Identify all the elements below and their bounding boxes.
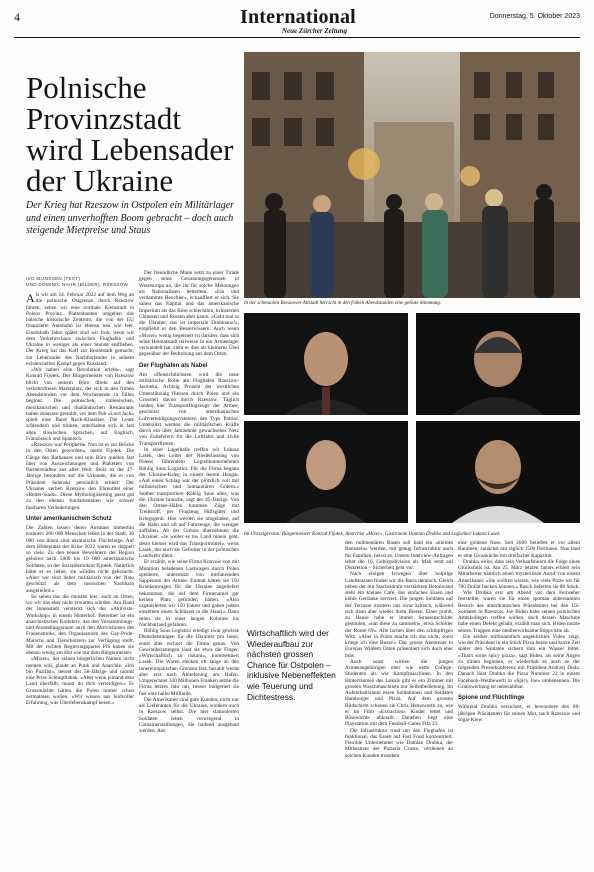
paragraph: «Mixer», der seinen bürgerlichen Namen nicht nennen will, glaubt an Punk und Anarchie. «Ich bin Pazifist», betont der 56-Jährige und nimmt eine Prise Schnupftabak. «Aber wenn jemand dein Land überfällt, musst du dich verteidigen.» Er Grossmächte hätten die Polen immer schon zermalmen wollen. «Wir wissen aus leidvoller Erfahrung, was Überlebenskampf heisst.» [26,656,134,706]
subheading: Unter amerikanischem Schutz [26,515,112,522]
article-column-4 [458,540,580,852]
byline-line: UND DOMINIC NAHR (BILDER), RZESZOW [26,282,129,288]
byline-line: IVO MIJNSSEN (TEXT) [26,276,81,281]
portrait-drubka [416,421,580,523]
portrait-image [244,421,408,523]
paragraph: Röhlig Suus Logistics erledigt zwar gewisse Dienstleistungen für die Ukrainer pro bono, sonst aber rechnet die Firma genau. Von Gewinnberatungen lässt sie etwa die Finger. «Wirtschaftlich zu riskant», kommentiert Lasek. Die Waren stecken oft lange an den innereuropäischen Grenzen fest, bezahlt werde aber erst nach Ablieferung am Hafen. Umgerechnet 330 Millionen Franken setzte die Firma letztes Jahr um, besser budgetiert sie fast eine halbe Milliarde. [139,628,239,697]
paragraph: Die Amerikaner sind gute Kunden, nicht nur als Lieferanten für die Ukraine, sondern auch in Rzeszow selbst. Die hier stationierten Soldaten leben vorwiegend in Containersiedlungen, die laufend ausgebaut werden. Aus [139,696,239,734]
article-column-3 [345,540,453,852]
street-photo-image [244,52,580,298]
paragraph: «Wir haben eine Revolution erlebt», sagt Konrad Fijołek. Der Bürgermeister von Rzeszow blickt von seinem Büro direkt auf den verkehrsfreien Marktplatz, der sich in den frühen Abendstunden vor dem Wochenende zu füllen beginnt. Die polnischen, italienischen, mexikanischen und thailändischen Restaurants haben draussen gestuhlt, vor dem Pub «Lord Jack» spielt eine Band Rock-Klassiker. Die Leute schlendern und trinken, unterhalten sich in fast allen slawischen Sprachen, auf Englisch, Französisch und Spanisch. [26,367,134,442]
issue-date: Donnerstag, 5. Oktober 2023 [489,13,580,20]
paragraph: Ein seither millionenfach angeklicktes Video zeigt, wie der Präsident in ein Stück Pizza beisst und kurze Zeit später den Soldaten sichern ihm ein Wasser bittet. «That's some spicy pizza», sagt Biden, als seine Augen zu tränen beginnen, er wiederholt es auch an der folgenden Pressekonferenz mit Präsident Andrzej Duda. Danach lässt Drubka die Pizza Nummer 22 in einem Facebook-Wettbewerb in «Spicy Joe» umbenennen. Die Gratiswerbung ist unbezahlbar. [458,633,580,690]
paragraph: Wie Drubka erst am Abend vor dem Fernseher feststellte, waren sie für einen spontan anberaumten Besuch des amerikanischen Präsidenten bei den US-Soldaten in Rzeszow. Joe Biden habe seinen polnischen Amtskollegen treffen wollen, doch dessen Maschine habe einen Defekt gehabt, erzählt man sich. Biden nutzte seinen Truppen eine medienwirksame Stippvisite ab. [458,590,580,634]
paragraph: den rudimentären Basen soll bald ein «kleines Ramstein» werden, mit genug Infrastruktur auch für Familien, heisst es. Unsere Interview-Anfragen lehnt die 10. Gebirgsdivision ab. Man setzt auf Diskretion – Sicherheit geht vor. [345,540,453,571]
paragraph: Er erzählt, wie seine Firma Konvois von mit Munition beladenen Lastwagen durch Polen spedierte, unterstützt von mitfahrenden Sappeuren der Armee. Einmal hätten sie 150 Krankenwagen für die Ukraine angeliefert bekommen, die auf dem Firmenareal gar keinen Platz gefunden hätten. «Also organisierten wir 150 Fahrer und gaben jedem einzelnen einen Schlüssel in die Hand.» Dann seien sie in einer langen Kolonne ins Nachbarland gefahren. [139,559,239,628]
paragraph-text: ls wir am 24. Februar 2022 auf dem Weg an die polnische Ostgrenze durch Rzeszow fahren, sehen wir eine normale Kleinstadt in Polens Provinz. Plattenbauten umgeben das hübsche historische Zentrum, die von der EU finanzierte Autobahn ist ebenso neu wie leer. Eineinhalb Jahre später sind wir froh, wenn wir dem Verkehrschaos zwischen Flughafen und Ukraine in weniger als einer Stunde entfliehen. Der Krieg hat das Kaff zur Boomstadt gemacht, zur Lebensader des Nachbarlandes in seinem existenziellen Kampf gegen Russland. [26,292,134,367]
portrait-fijolek [244,313,408,415]
article-column-2 [139,270,239,850]
portrait-image [416,313,580,415]
subheading: Spione und Flüchtlinge [458,695,525,701]
paragraph: Drubka weiss, dass sein Verkaufsboom die Folge eines Glücksfalls ist. Am 25. März letzten Jahres erhielt sein Mitarbeiter nämlich einen mysteriösen Anruf von einem Amerikaner. «Sie wollten wissen, wie viele Pizze wir für 700 Dollar backen können.» Rasch lieferten sie 88 Stück. [458,558,580,590]
paragraph: Die Infrastruktur rund um den Flughafen ist funktional, das Essen auf Fast Food konzentriert. Flexible Unternehmer wie Damian Drubka, der Mitbesitzer der Pizzeria Crusto, verdienen an solchen Kunden trotzdem [345,727,453,759]
article-headline: Polnische Provinzstadt wird Lebensader der Ukraine [26,70,234,198]
article-lead: Der Krieg hat Rzeszow in Ostpolen ein Militärlager und einen unverhofften Boom gebracht – doch auch steigende Mietpreise und Staus [26,200,235,236]
paragraph [26,292,134,367]
paragraph: So sehen das die meisten hier, auch an Orten, wo wir das eher nicht erwarten würden. Am Rand der Innenstadt versteckt sich der «Aktivists-Workshop» in einem Hinterhof. Betreiber ist ein anarchistisches Kollektiv, das den Versammlungs- und Ausstellungsraum auch den Aktivistinnen des Frauenstreiks, den Organisatoren des Gay-Pride-Marschs und Tierschützern zur Verfügung stellt. Mit der rechten Regierungspartei PiS haben sie ebenso wenig am Hut wie mit dem Bürgermeister. [26,593,134,656]
paragraph: «Rzeszow war Peripherie. Nun ist es zur Brücke in den Osten geworden», meint Fijołek. Die Gänge des Rathauses und sein Büro quellen fast über von Auszeichnungen und Plaketten von Partnerstädten aus aller Welt. Stolz ist der 47-Jährige besonders auf die Urkunde, die er von Präsident Selenski persönlich erhielt: Der Ukrainer verlieh Rzeszow den Ehrentitel einer «Retter-Stadt». Diese Mythologisierung passt gut zu den ebenso fundamentalen wie schwer fassbaren Veränderungen. [26,442,134,511]
newspaper-name: Neue Zürcher Zeitung [282,27,347,35]
pull-quote: Wirtschaftlich wird der Wiederaufbau zur nächsten grossen Chance für Ostpolen – inklusive Nebeneffekten wie Teuerung und Dichtestress. [247,628,336,702]
paragraph: In einer Lagerhalle treffen wir Łukasz Lasek, den Leiter der Niederlassung von Polens führendem Logistikunternehmen Röhlig Suus Logistics. Für die Firma begann der Ukraine-Krieg in einem leeren Hangar. «Auf einen Schlag war der plötzlich voll mit militärischen und humanitären Gütern.» Seither transportiere Röhlig Suus alles, was die Ukraine brauche, sagt der 45-Jährige. Von den Ostsee-Häfen kommen Züge mit Treibstoff, per Flugzeug Hilfsgüter und Kriegsgerät. Hier werden sie umgeladen, auf die Bahn und oft auf Fahrzeuge, die weniger auffallen. Ab der Grenze übernehmen die Ukrainer. «Je weiter es ins Land hinein geht, desto kleiner wird das Transportmittel», weiss Lasek, der auch als Gefreiter in der polnischen Landwehr dient. [139,446,239,559]
paragraph: Am offensichtlichsten wird die neue militärische Rolle am Flughafen Rzeszow-Jasionka. Achtzig Prozent der westlichen Unterstützung fliessen durch Polen und ein Grossteil davon durch Rzeszow. Täglich landen hier Transportflugzeuge der Armee, geschützt von amerikanischen Luftverteidigungssystemen des Typs Patriot. Untersützt werden die militärischen Kräfte durch ein über Jahrzehnte gewachsenes Netz von Zulieferern für die Luftfahrt und zivile Transportfirmen. [139,371,239,447]
street-photo [244,52,580,298]
masthead [14,8,580,38]
paragraph: Die Zahlen lassen deren Ausmass immerhin erahnen: 200 000 Menschen leben in der Stadt, 30 000 von ihnen sind ukrainische Flüchtlinge. Auf dem Höhepunkt der Krise 2022 waren es doppelt so viele. Zu den neuen Bewohnern der Region gehören auch 5000 bis 10 000 amerikanische Soldaten, so der Sozialdemokrat Fijołek. Natürlich hätte er es lieber, sie würden nicht gebraucht. «Aber wir sind lieber militärisch von der Nato geschützt als dem russischen Nachbarn ausgeliefert.» [26,525,134,594]
paragraph: Auch sonst wirken die jungen Armeeangehörigen eher wie nette College-Studenten als wie Kampfmaschinen. In den Hinterräumen des Lokals gibt es ein Zimmer mit grossen Waschmaschinen zur Selbstbedienung. Im Aufenthaltsraum essen Soldatinnen und Soldaten Hamburger und Pizza. Auf dem grossen Bildschirm schauen sie Chris Hemsworth zu, wie er im Film «Extraction» Kinder rettet und Bösewichte abknallt. Daneben liegt eine Playstation mit dem Fussball-Game Fifa 23. [345,658,453,728]
section-title: International [240,6,356,28]
paragraph: Der freundliche Mann setzt zu einer Tirade gegen seine Gesinnungsgenossen in Westeuropa an, die ihr für solche Meinungen als Nationalisten beiteltten. «Ein und verdammte Heuchler», echauffiert er sich. Sie sähen das Kapital und das amerikanische Imperium als das Böse schlechthin, kritisierten Chinesen und Russen aber kaum. «Geht mal in die Ukraine, das ist imperiale Dominanz!», empfiehlt er den Besserwissern. Auch wenn «Mixer» wenig begeistert ist darüber, dass sich seine Heimatstadt teilweise in ein Armeelager verwandelt hat, sieht er dies als kleineres Übel gegenüber der Bedrohung aus dem Osten. [139,270,239,358]
portraits-caption: Im Uhrzeigersinn: Bürgermeister Konrad Fijołek, Anarchist «Mixer», Gastronom Damian Drubka und Logistiker Łukasz Lasek. [244,532,501,537]
portrait-lasek [244,421,408,523]
page-number: 4 [14,10,20,24]
article-column-1 [26,292,134,850]
photo-caption: In der schmucken Rzeszower Altstadt herrscht in den frühen Abendstunden eine gelöste Stimmung. [244,301,442,306]
subheading: Der Flughafen als Nabel [139,362,208,369]
portrait-image [416,421,580,523]
portrait-image [244,313,408,415]
paragraph: eine goldene Nase. Seit 2009 beliefert er vor allem Kantinen, zunächst mit täglich 1500 Portionen. Nun baut er eine Grossküche mit dreifacher Kapazität. [458,540,580,559]
drop-cap: A [26,292,35,305]
paragraph: Nach einigen Irrwegen über holprige Landstrassen finden wir die Basis dennoch. Gleich neben der mit Stacheldraht verstärkten Betonwand steht ein kleines Café, das einfaches Essen und kühle Getränke serviert. Die jungen Soldaten auf der Terrasse mustern uns zwar kritisch, während sich dann aber wieder ihren Bieren. Einer prahlt, zu Hause habe er immer Strassenschilder gestohlen, «um diese zu sammeln», etwa Schilder der Route 69». Alle lachen über den schlüpfrigen Witz. «Aber in Polen mache ich das nicht, sonst kriege ich eine Busse.» Das grosse Abenteuer in Europas Wildem Osten präsentiert sich doch eher brav. [345,571,453,659]
paragraph: Während Drubka versichert, er bewundere den 80-jährigen Präsidenten für seinen Mut, nach Rzeszow und sogar Kiew [458,704,580,723]
portrait-mixer [416,313,580,415]
